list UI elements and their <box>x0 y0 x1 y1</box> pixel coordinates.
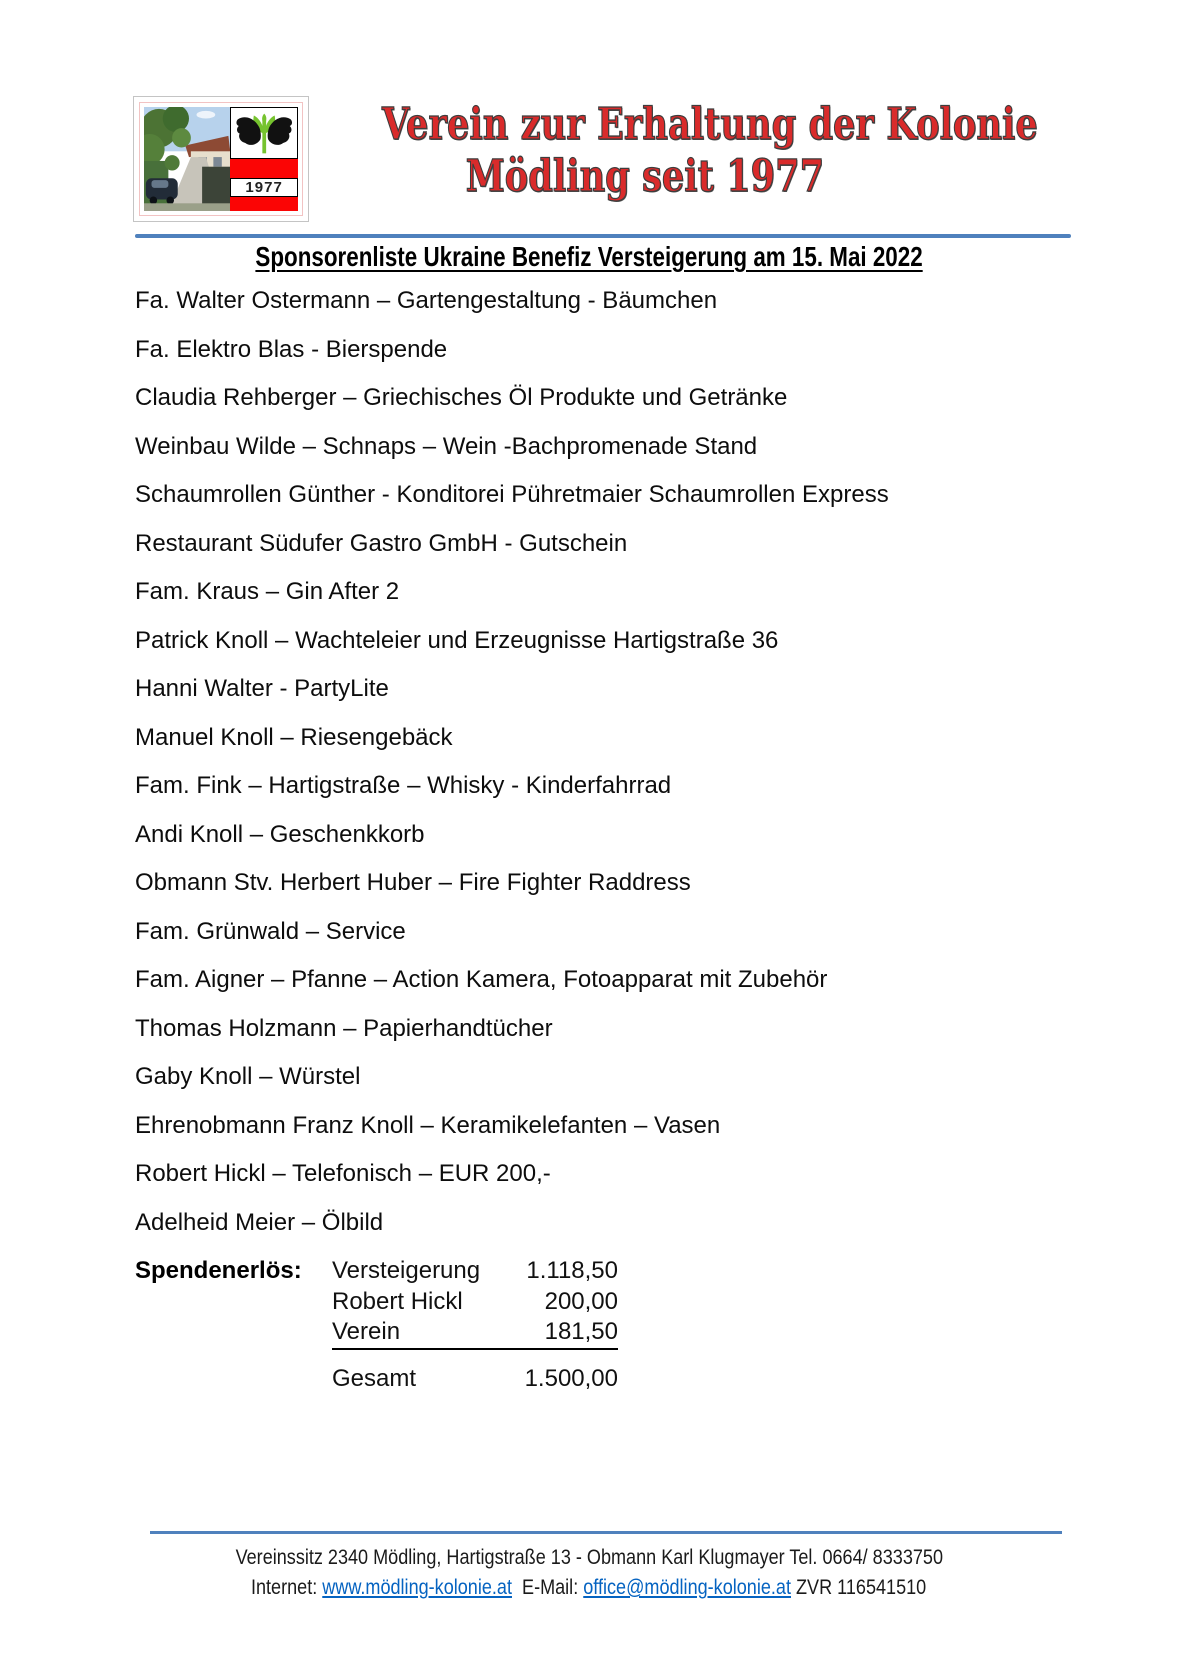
footer-address-line: Vereinssitz 2340 Mödling, Hartigstraße 13 - Obmann Karl Klugmayer Tel. 0664/ 8333750 <box>235 1546 943 1569</box>
totals-row-label: Versteigerung <box>332 1257 481 1284</box>
email-label: E-Mail: <box>522 1576 579 1599</box>
totals-row-robert-hickl <box>332 1287 618 1318</box>
list-item: Restaurant Südufer Gastro GmbH - Gutschein <box>135 529 628 557</box>
footer-contact-line <box>0 1573 1178 1603</box>
list-item: Hanni Walter - PartyLite <box>135 675 389 702</box>
sponsor-list <box>135 277 1118 1247</box>
list-item: Fam. Aigner – Pfanne – Action Kamera, Fotoapparat mit Zubehör <box>135 966 828 993</box>
club-emblem <box>230 107 298 211</box>
totals-row-label: Gesamt <box>332 1364 417 1392</box>
totals-row-amount: 200,00 <box>544 1287 618 1315</box>
footer-divider <box>150 1531 1062 1534</box>
page-title: Sponsorenliste Ukraine Benefiz Versteigerung am 15. Mai 2022 <box>255 241 923 272</box>
totals-row-gesamt <box>332 1364 618 1395</box>
list-item: Claudia Rehberger – Griechisches Öl Produkte und Getränke <box>135 384 788 411</box>
list-item: Fam. Kraus – Gin After 2 <box>135 578 400 605</box>
list-item: Thomas Holzmann – Papierhandtücher <box>135 1014 553 1042</box>
totals-row-versteigerung <box>332 1256 618 1287</box>
totals-row-label: Robert Hickl <box>332 1287 463 1315</box>
list-item: Weinbau Wilde – Schnaps – Wein -Bachpromenade Stand <box>135 432 758 460</box>
list-item: Adelheid Meier – Ölbild <box>135 1208 384 1236</box>
totals-row-amount: 1.500,00 <box>524 1364 618 1392</box>
hands-plant-icon <box>230 107 298 159</box>
totals-caption: Spendenerlös: <box>135 1257 302 1284</box>
list-item: Andi Knoll – Geschenkkorb <box>135 820 425 848</box>
page-footer <box>0 1543 1178 1603</box>
totals-row-amount: 181,50 <box>544 1318 618 1345</box>
kolonie-street-photo <box>144 107 230 211</box>
totals-row-verein <box>332 1317 618 1350</box>
club-title-line2: Mödling seit 1977 <box>465 151 825 202</box>
list-item: Ehrenobmann Franz Knoll – Keramikelefanten – Vasen <box>135 1111 721 1139</box>
list-item: Robert Hickl – Telefonisch – EUR 200,- <box>135 1160 551 1187</box>
list-item: Fam. Fink – Hartigstraße – Whisky - Kinderfahrrad <box>135 772 672 799</box>
list-item: Manuel Knoll – Riesengebäck <box>135 723 453 751</box>
totals-table <box>332 1256 618 1394</box>
club-title <box>300 99 1038 203</box>
club-title-line1: Verein zur Erhaltung der Kolonie <box>381 99 1038 150</box>
emblem-year: 1977 <box>230 178 298 198</box>
club-logo <box>133 96 309 222</box>
emblem-red-bar-bottom <box>230 197 298 211</box>
list-item: Obmann Stv. Herbert Huber – Fire Fighter Raddress <box>135 869 691 896</box>
donation-totals <box>135 1256 618 1394</box>
list-item: Fa. Walter Ostermann – Gartengestaltung - Bäumchen <box>135 287 718 314</box>
list-item: Fam. Grünwald – Service <box>135 917 406 945</box>
list-item: Patrick Knoll – Wachteleier und Erzeugnisse Hartigstraße 36 <box>135 626 779 654</box>
list-item: Fa. Elektro Blas - Bierspende <box>135 335 448 363</box>
internet-label: Internet: <box>251 1576 318 1599</box>
header-divider <box>135 234 1071 238</box>
zvr-number: ZVR 116541510 <box>796 1576 927 1599</box>
club-logo-frame <box>139 102 303 216</box>
list-item: Schaumrollen Günther - Konditorei Pühretmaier Schaumrollen Express <box>135 481 889 508</box>
list-item: Gaby Knoll – Würstel <box>135 1063 361 1090</box>
email-link[interactable]: office@mödling-kolonie.at <box>583 1576 792 1599</box>
totals-row-label: Verein <box>332 1318 401 1345</box>
emblem-red-bar-top <box>230 159 298 178</box>
website-link[interactable]: www.mödling-kolonie.at <box>322 1576 513 1599</box>
totals-row-amount: 1.118,50 <box>526 1257 618 1284</box>
